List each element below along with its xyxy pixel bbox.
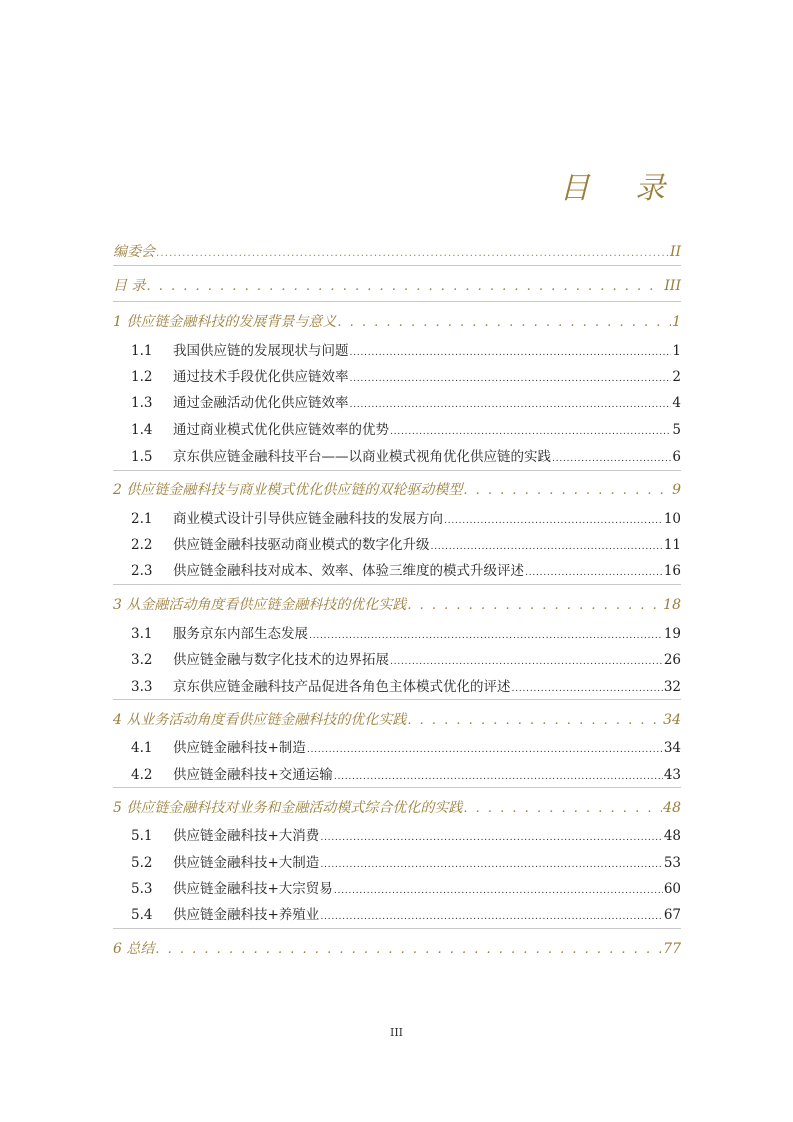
toc-section-1-4[interactable] (131, 418, 681, 438)
toc-section-page: 26 (663, 652, 681, 668)
toc-section-label: 服务京东内部生态发展 (173, 626, 308, 642)
toc-section-1-1[interactable] (131, 339, 681, 359)
toc-section-label: 通过技术手段优化供应链效率 (173, 369, 349, 385)
leader-dots (431, 541, 663, 552)
separator-line (113, 928, 681, 929)
toc-section-label: 供应链金融科技+交通运输 (173, 767, 333, 783)
toc-chapter-3[interactable] (113, 594, 681, 614)
leader-dots (390, 426, 671, 437)
leader-dots (156, 248, 669, 259)
toc-section-label: 供应链金融科技对成本、效率、体验三维度的模式升级评述 (173, 563, 524, 579)
toc-entry-editorial-board[interactable] (113, 241, 681, 261)
leader-dots (334, 771, 663, 782)
toc-chapter-6[interactable] (113, 938, 681, 958)
toc-section-number: 5.3 (131, 881, 153, 897)
toc-section-2-2[interactable] (131, 533, 681, 553)
toc-section-number: 5.4 (131, 907, 153, 923)
toc-section-label: 通过商业模式优化供应链效率的优势 (173, 422, 389, 438)
toc-entry-contents[interactable] (113, 275, 681, 295)
leader-dots (525, 567, 663, 578)
leader-dots (334, 885, 663, 896)
separator-line (113, 699, 681, 700)
toc-chapter-label: 6 总结 (113, 941, 155, 957)
toc-section-page: 2 (672, 369, 681, 385)
toc-section-number: 3.2 (131, 652, 153, 668)
leader-dots (463, 483, 671, 498)
toc-section-number: 3.1 (131, 626, 153, 642)
toc-section-number: 1.4 (131, 422, 153, 438)
leader-dots (350, 399, 672, 410)
toc-section-label: 通过金融活动优化供应链效率 (173, 395, 349, 411)
leader-dots (337, 315, 671, 330)
leader-dots (407, 713, 662, 728)
toc-section-label: 供应链金融科技+大宗贸易 (173, 881, 333, 897)
toc-section-label: 京东供应链金融科技平台——以商业模式视角优化供应链的实践 (173, 449, 551, 465)
page-title: 目 录 (559, 171, 683, 206)
leader-dots (463, 801, 662, 816)
toc-chapter-label: 4 从业务活动角度看供应链金融科技的优化实践 (113, 712, 407, 728)
toc-entry-label: 目 录 (113, 278, 146, 294)
toc-section-5-2[interactable] (131, 851, 681, 871)
toc-section-number: 1.3 (131, 395, 153, 411)
toc-entry-label: 编委会 (113, 244, 155, 260)
toc-section-page: 4 (672, 395, 681, 411)
separator-line (113, 787, 681, 788)
toc-section-label: 我国供应链的发展现状与问题 (173, 343, 349, 359)
toc-chapter-label: 1 供应链金融科技的发展背景与意义 (113, 314, 337, 330)
toc-chapter-page: 1 (672, 314, 681, 330)
toc-section-2-1[interactable] (131, 507, 681, 527)
separator-line (113, 470, 681, 471)
toc-section-3-3[interactable] (131, 675, 681, 695)
toc-section-number: 4.1 (131, 740, 153, 756)
toc-section-page: 6 (672, 449, 681, 465)
toc-chapter-4[interactable] (113, 709, 681, 729)
toc-section-5-4[interactable] (131, 903, 681, 923)
toc-section-number: 2.2 (131, 537, 153, 553)
toc-section-page: 32 (663, 679, 681, 695)
toc-section-page: 19 (663, 626, 681, 642)
leader-dots (444, 515, 663, 526)
toc-section-number: 1.1 (131, 343, 153, 359)
leader-dots (307, 744, 663, 755)
toc-section-1-5[interactable] (131, 445, 681, 465)
toc-section-number: 3.3 (131, 679, 153, 695)
toc-section-page: 11 (663, 537, 681, 553)
toc-chapter-page: 34 (663, 712, 681, 728)
leader-dots (407, 598, 662, 613)
toc-chapter-1[interactable] (113, 311, 681, 331)
toc-chapter-page: 48 (663, 800, 681, 816)
toc-section-label: 供应链金融科技+大消费 (173, 828, 320, 844)
leader-dots (512, 683, 663, 694)
toc-entry-page: II (669, 244, 681, 260)
toc-section-page: 53 (663, 855, 681, 871)
toc-section-3-2[interactable] (131, 648, 681, 668)
toc-section-page: 48 (663, 828, 681, 844)
toc-chapter-page: 77 (663, 941, 681, 957)
toc-section-number: 1.5 (131, 449, 153, 465)
toc-section-page: 10 (663, 511, 681, 527)
toc-chapter-5[interactable] (113, 797, 681, 817)
toc-section-number: 2.1 (131, 511, 153, 527)
toc-section-2-3[interactable] (131, 559, 681, 579)
toc-section-page: 60 (663, 881, 681, 897)
leader-dots (320, 859, 663, 870)
toc-chapter-page: 9 (672, 482, 681, 498)
toc-section-number: 2.3 (131, 563, 153, 579)
toc-section-label: 供应链金融科技+养殖业 (173, 907, 320, 923)
leader-dots (350, 347, 672, 358)
toc-section-page: 34 (663, 740, 681, 756)
toc-section-page: 5 (672, 422, 681, 438)
toc-chapter-label: 2 供应链金融科技与商业模式优化供应链的双轮驱动模型 (113, 482, 463, 498)
toc-chapter-label: 5 供应链金融科技对业务和金融活动模式综合优化的实践 (113, 800, 463, 816)
separator-line (113, 301, 681, 302)
toc-section-1-2[interactable] (131, 365, 681, 385)
toc-section-5-3[interactable] (131, 877, 681, 897)
toc-section-number: 5.1 (131, 828, 153, 844)
toc-section-number: 5.2 (131, 855, 153, 871)
toc-section-label: 供应链金融与数字化技术的边界拓展 (173, 652, 389, 668)
leader-dots (309, 630, 663, 641)
toc-section-label: 京东供应链金融科技产品促进各角色主体模式优化的评述 (173, 679, 511, 695)
toc-section-5-1[interactable] (131, 824, 681, 844)
toc-section-1-3[interactable] (131, 391, 681, 411)
toc-entry-page: III (664, 278, 681, 294)
toc-chapter-2[interactable] (113, 479, 681, 499)
toc-section-number: 1.2 (131, 369, 153, 385)
toc-chapter-page: 18 (663, 597, 681, 613)
toc-section-label: 供应链金融科技+大制造 (173, 855, 320, 871)
toc-section-label: 供应链金融科技驱动商业模式的数字化升级 (173, 537, 430, 553)
toc-section-page: 1 (672, 343, 681, 359)
toc-section-4-2[interactable] (131, 763, 681, 783)
toc-section-4-1[interactable] (131, 736, 681, 756)
toc-section-page: 16 (663, 563, 681, 579)
toc-section-page: 43 (663, 767, 681, 783)
leader-dots (552, 453, 671, 464)
leader-dots (350, 373, 672, 384)
leader-dots (146, 279, 663, 294)
leader-dots (155, 942, 662, 957)
footer-page-number: III (389, 1026, 404, 1039)
separator-line (113, 584, 681, 585)
toc-section-number: 4.2 (131, 767, 153, 783)
toc-section-page: 67 (663, 907, 681, 923)
leader-dots (320, 832, 663, 843)
leader-dots (390, 656, 663, 667)
toc-section-3-1[interactable] (131, 622, 681, 642)
toc-section-label: 商业模式设计引导供应链金融科技的发展方向 (173, 511, 443, 527)
toc-chapter-label: 3 从金融活动角度看供应链金融科技的优化实践 (113, 597, 407, 613)
separator-line (113, 265, 681, 266)
leader-dots (320, 911, 663, 922)
toc-section-label: 供应链金融科技+制造 (173, 740, 306, 756)
